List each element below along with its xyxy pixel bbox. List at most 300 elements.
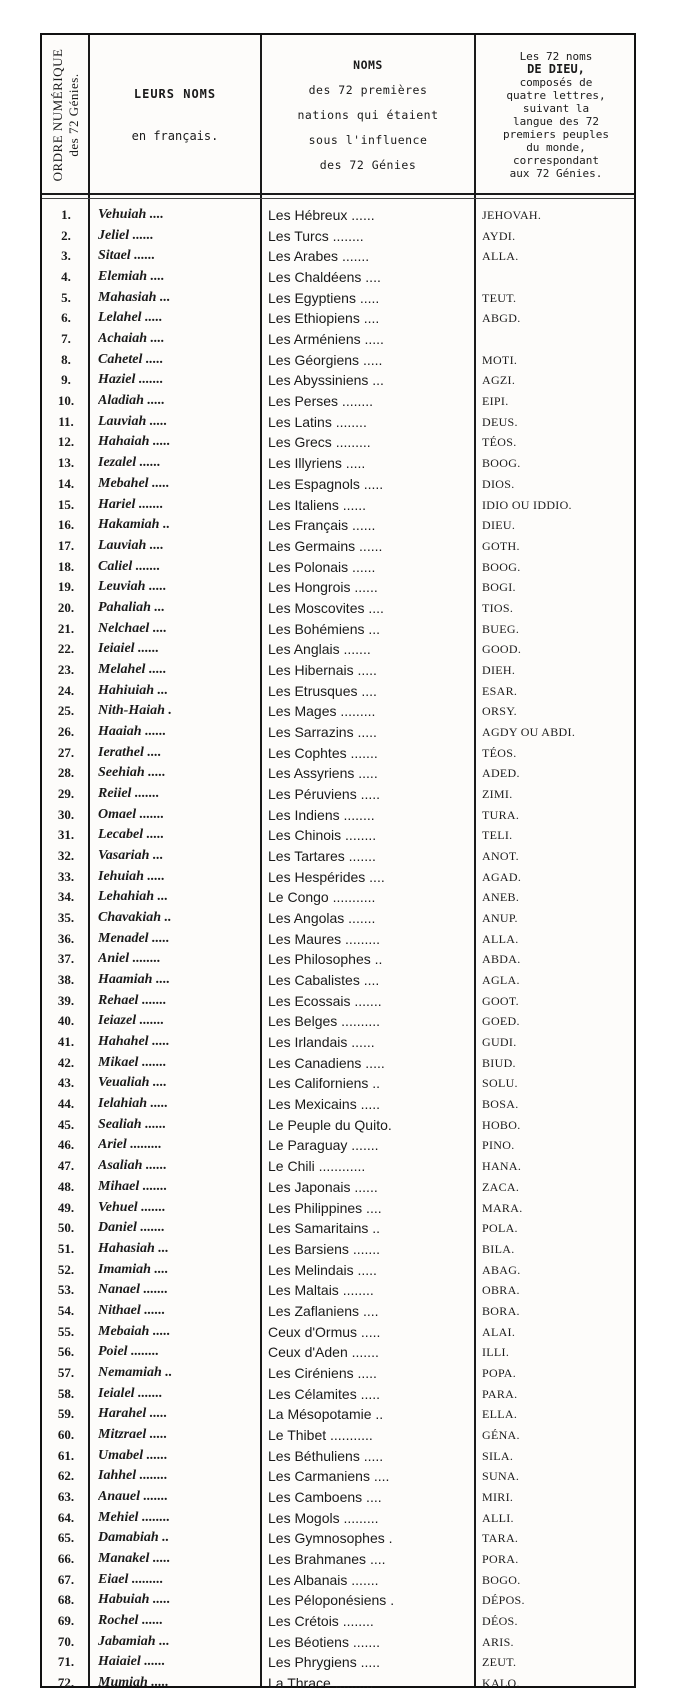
- row-number: 26.: [57, 723, 75, 739]
- god-name: BIUD.: [482, 1055, 516, 1070]
- genie-name: Ieiaiel ......: [98, 641, 160, 657]
- row-number: 12.: [57, 434, 75, 450]
- table-row: [42, 577, 634, 597]
- row-number: 40.: [57, 1013, 75, 1029]
- genie-name: Hahasiah ...: [98, 1240, 169, 1256]
- row-number: 8.: [61, 351, 71, 367]
- header-god-line1: Les 72 noms: [519, 50, 593, 63]
- nation-name: Les Gymnosophes .: [268, 1530, 393, 1547]
- row-number: 62.: [57, 1468, 75, 1484]
- genie-name: Rehael .......: [98, 992, 167, 1008]
- nation-name: La Thrace ..........: [268, 1675, 374, 1691]
- nation-name: Les Ethiopiens ....: [268, 310, 380, 327]
- table-row: [42, 226, 634, 246]
- row-number: 16.: [57, 517, 75, 533]
- god-name: ESAR.: [482, 683, 518, 698]
- row-number: 56.: [57, 1344, 75, 1360]
- nation-name: Le Thibet ...........: [268, 1426, 373, 1443]
- nation-name: Les Turcs ........: [268, 227, 364, 244]
- row-number: 15.: [57, 496, 75, 512]
- table-row: [42, 308, 634, 328]
- nation-name: Les Hibernais .....: [268, 661, 377, 678]
- genie-name: Mebaiah .....: [98, 1323, 171, 1339]
- header-god-line8: du monde,: [526, 141, 586, 154]
- genie-name: Mehiel ........: [98, 1509, 170, 1525]
- nation-name: Le Congo ...........: [268, 889, 376, 906]
- genie-name: Chavakiah ..: [98, 910, 172, 925]
- nation-name: Les Irlandais ......: [268, 1034, 375, 1050]
- table-row: [42, 991, 634, 1011]
- god-name: TIOS.: [482, 600, 514, 615]
- row-number: 4.: [61, 269, 71, 284]
- nation-name: Les Sarrazins .....: [268, 723, 377, 740]
- nation-name: Les Chinois ........: [268, 827, 377, 844]
- table-row: [42, 350, 634, 370]
- row-number: 10.: [57, 393, 75, 409]
- god-name: DÉPOS.: [482, 1593, 525, 1608]
- table-row: [42, 453, 634, 473]
- nation-name: Les Canadiens .....: [268, 1054, 385, 1071]
- god-name: KALO.: [482, 1676, 520, 1690]
- table-row: [42, 1632, 634, 1652]
- genie-name: Nanael .......: [98, 1282, 168, 1298]
- nation-name: Les Albanais .......: [268, 1571, 379, 1588]
- nation-name: Les Indiens ........: [268, 806, 375, 823]
- table-row: [42, 681, 634, 701]
- row-number: 69.: [57, 1613, 75, 1628]
- row-number: 50.: [57, 1220, 75, 1236]
- god-name: PORA.: [482, 1551, 519, 1566]
- god-name: OBRA.: [482, 1283, 520, 1298]
- nation-name: Les Abyssiniens ...: [268, 372, 384, 389]
- genie-name: Daniel .......: [98, 1220, 165, 1236]
- row-number: 23.: [57, 661, 75, 677]
- nation-name: Les Mexicains .....: [268, 1096, 381, 1113]
- god-name: DIEU.: [482, 518, 516, 533]
- row-number: 18.: [57, 558, 75, 574]
- god-name: AGLA.: [482, 973, 520, 987]
- header-god-line9: correspondant: [512, 154, 600, 167]
- nation-name: Les Péloponésiens .: [268, 1592, 395, 1609]
- row-number: 60.: [57, 1426, 75, 1442]
- row-number: 31.: [57, 827, 75, 843]
- genie-name: Lehahiah ...: [98, 889, 169, 905]
- nation-name: Les Perses ........: [268, 393, 374, 410]
- nation-name: Les Cophtes .......: [268, 744, 378, 761]
- genie-name: Hariel .......: [98, 496, 164, 512]
- genie-name: Manakel .....: [98, 1550, 171, 1566]
- nation-name: Le Chili ............: [268, 1158, 366, 1175]
- nation-name: Le Paraguay .......: [268, 1137, 379, 1154]
- table-row: [42, 949, 634, 969]
- row-number: 7.: [61, 331, 71, 347]
- nation-name: Les Zaflaniens ....: [268, 1302, 379, 1319]
- table-row: [42, 329, 634, 349]
- table-row: [42, 1156, 634, 1176]
- row-number: 70.: [57, 1633, 75, 1649]
- genie-name: Eiael .........: [98, 1571, 164, 1587]
- god-name: ADED.: [482, 766, 520, 781]
- nation-name: Les Barsiens .......: [268, 1240, 381, 1257]
- row-number: 24.: [57, 682, 75, 698]
- genie-name: Mikael .......: [98, 1054, 167, 1070]
- nation-name: Les Bohémiens ...: [268, 620, 381, 637]
- genie-name: Mahasiah ...: [98, 289, 171, 305]
- god-name: BOGI.: [482, 580, 516, 595]
- header-order-line2: des 72 Génies.: [66, 73, 81, 157]
- god-name: ABGD.: [482, 311, 521, 326]
- row-number: 22.: [57, 641, 75, 657]
- row-number: 3.: [61, 248, 71, 264]
- table-row: [42, 887, 634, 907]
- row-number: 47.: [57, 1158, 75, 1174]
- genie-name: Melahel .....: [98, 661, 167, 677]
- table-row: [42, 288, 634, 308]
- row-number: 32.: [57, 848, 75, 863]
- header-nations-line3: nations qui étaient: [297, 107, 439, 122]
- row-number: 21.: [57, 620, 75, 636]
- table-row: [42, 432, 634, 452]
- row-number: 9.: [61, 372, 71, 388]
- genie-name: Lauviah ....: [98, 537, 164, 553]
- table-row: [42, 495, 634, 515]
- nation-name: Les Maltais ........: [268, 1282, 374, 1299]
- genie-name: Lauviah .....: [98, 413, 168, 429]
- row-number: 44.: [57, 1096, 75, 1112]
- god-name: TÉOS.: [482, 745, 517, 760]
- god-name: HOBO.: [482, 1117, 521, 1132]
- nation-name: Les Etrusques ....: [268, 682, 377, 699]
- row-number: 25.: [57, 703, 75, 719]
- nation-name: Les Grecs .........: [268, 434, 371, 451]
- god-name: ALAI.: [482, 1324, 516, 1339]
- nation-name: Les Mogols .........: [268, 1509, 379, 1526]
- god-name: GOTH.: [482, 538, 520, 553]
- god-name: BOOG.: [482, 559, 521, 574]
- god-name: AGDY OU ABDI.: [482, 724, 576, 739]
- god-name: TEUT.: [482, 290, 517, 305]
- god-name: HANA.: [482, 1159, 522, 1174]
- row-number: 36.: [57, 930, 75, 946]
- row-number: 55.: [57, 1323, 75, 1339]
- row-number: 39.: [57, 992, 75, 1008]
- genie-name: Mebahel .....: [98, 475, 170, 491]
- row-number: 42.: [57, 1054, 75, 1070]
- nation-name: Les Maures .........: [268, 930, 381, 947]
- row-number: 35.: [57, 910, 75, 925]
- table-row: [42, 1115, 634, 1135]
- table-row: [42, 763, 634, 783]
- nation-name: Les Espagnols .....: [268, 475, 384, 492]
- header-order-number: [44, 37, 88, 193]
- row-number: 64.: [57, 1509, 75, 1525]
- god-name: BILA.: [482, 1241, 515, 1256]
- table-row: [42, 1322, 634, 1342]
- nation-name: Les Chaldéens ....: [268, 269, 381, 285]
- god-name: PARA.: [482, 1386, 518, 1401]
- row-number: 27.: [57, 744, 75, 760]
- god-name: BOSA.: [482, 1097, 519, 1112]
- genie-name: Haamiah ....: [98, 972, 170, 987]
- table-row: [42, 267, 634, 287]
- genie-name: Vasariah ...: [98, 848, 164, 863]
- genie-name: Imamiah ....: [98, 1261, 169, 1277]
- genie-name: Aladiah .....: [98, 393, 165, 409]
- genie-name: Haziel .......: [98, 372, 164, 388]
- genie-name: Mumiah .....: [98, 1675, 169, 1690]
- genie-name: Elemiah ....: [98, 269, 165, 284]
- table-row: [42, 1032, 634, 1052]
- row-number: 30.: [57, 806, 75, 822]
- god-name: DÉOS.: [482, 1614, 518, 1628]
- god-name: DIEH.: [482, 662, 516, 677]
- genie-name: Habuiah .....: [98, 1592, 171, 1608]
- table-row: [42, 1363, 634, 1383]
- table-row: [42, 205, 634, 225]
- row-number: 54.: [57, 1302, 75, 1318]
- table-row: [42, 1528, 634, 1548]
- row-number: 41.: [57, 1034, 75, 1049]
- nation-name: Les Philosophes ..: [268, 951, 383, 968]
- genie-name: Veualiah ....: [98, 1075, 167, 1091]
- table-row: [42, 619, 634, 639]
- god-name: ZEUT.: [482, 1655, 517, 1670]
- god-name: TURA.: [482, 807, 520, 822]
- genie-name: Asaliah ......: [98, 1158, 167, 1174]
- header-god-line7: premiers peuples: [503, 128, 609, 141]
- table-row: [42, 1466, 634, 1486]
- genie-name: Jeliel ......: [98, 227, 154, 243]
- table-row: [42, 825, 634, 845]
- genie-name: Caliel .......: [98, 558, 161, 574]
- genie-name: Ieiazel .......: [98, 1013, 165, 1029]
- row-number: 11.: [58, 413, 74, 429]
- row-number: 59.: [57, 1406, 75, 1422]
- nation-name: Les Phrygiens .....: [268, 1654, 381, 1671]
- table-row: [42, 908, 634, 928]
- table-row: [42, 1073, 634, 1093]
- god-name: SOLU.: [482, 1076, 518, 1091]
- god-name: BOGO.: [482, 1572, 521, 1587]
- god-name: ABAG.: [482, 1262, 521, 1277]
- nation-name: Les Melindais .....: [268, 1261, 377, 1278]
- nation-name: Les Egyptiens .....: [268, 289, 380, 306]
- row-number: 48.: [57, 1178, 75, 1194]
- row-number: 33.: [57, 868, 75, 884]
- genie-name: Pahaliah ...: [98, 599, 165, 615]
- row-number: 53.: [57, 1282, 75, 1298]
- nation-name: Les Italiens ......: [268, 496, 367, 513]
- god-name: MARA.: [482, 1200, 523, 1215]
- table-row: [42, 1094, 634, 1114]
- nation-name: Les Camboens ....: [268, 1488, 382, 1505]
- row-number: 14.: [57, 475, 75, 491]
- row-number: 29.: [57, 785, 75, 801]
- nation-name: Les Célamites .....: [268, 1385, 381, 1402]
- table-row: [42, 1590, 634, 1610]
- god-name: PINO.: [482, 1138, 515, 1153]
- god-name: SUNA.: [482, 1469, 520, 1484]
- god-name: AGZI.: [482, 373, 516, 388]
- nation-name: Les Angolas .......: [268, 910, 376, 926]
- god-name: ARIS.: [482, 1634, 514, 1649]
- row-number: 6.: [61, 310, 71, 326]
- god-name: ILLI.: [482, 1345, 510, 1360]
- row-number: 52.: [57, 1261, 75, 1277]
- table-row: [42, 1570, 634, 1590]
- table-row: [42, 246, 634, 266]
- genie-name: Ieialel .......: [98, 1385, 163, 1401]
- header-god-line5: suivant la: [522, 102, 590, 115]
- god-name: GOOT.: [482, 993, 519, 1008]
- header-order-line1: ORDRE NUMÉRIQUE: [50, 48, 65, 182]
- god-name: POPA.: [482, 1365, 517, 1380]
- nation-name: Les Californiens ..: [268, 1075, 381, 1092]
- nation-name: La Mésopotamie ..: [268, 1406, 384, 1423]
- genie-name: Seehiah .....: [98, 765, 166, 781]
- row-number: 51.: [57, 1240, 75, 1256]
- genie-name: Lelahel .....: [98, 310, 163, 326]
- nation-name: Les Anglais .......: [268, 641, 371, 658]
- row-number: 66.: [57, 1550, 75, 1566]
- god-name: ANEB.: [482, 890, 520, 905]
- table-row: [42, 1446, 634, 1466]
- genie-name: Harahel .....: [98, 1406, 168, 1422]
- row-number: 38.: [57, 972, 75, 987]
- nation-name: Les Béthuliens .....: [268, 1447, 384, 1464]
- table-row: [42, 1198, 634, 1218]
- genie-name: Poiel ........: [98, 1344, 160, 1360]
- row-number: 61.: [57, 1447, 75, 1463]
- table-row: [42, 1508, 634, 1528]
- row-number: 28.: [57, 765, 75, 781]
- table-row: [42, 1673, 634, 1693]
- row-number: 19.: [57, 579, 75, 595]
- god-name: GÉNA.: [482, 1427, 520, 1442]
- nation-name: Les Ecossais .......: [268, 992, 382, 1009]
- genie-name: Ariel .........: [98, 1137, 162, 1153]
- row-number: 1.: [61, 207, 71, 222]
- table-row: [42, 1177, 634, 1197]
- header-god-line10: aux 72 Génies.: [509, 167, 603, 180]
- genie-name: Nithael ......: [98, 1302, 166, 1318]
- table-row: [42, 1135, 634, 1155]
- header-nations-line4: sous l'influence: [308, 132, 428, 147]
- nation-name: Les Cabalistes ....: [268, 972, 380, 988]
- nation-name: Ceux d'Aden .......: [268, 1344, 379, 1361]
- header-god-line4: quatre lettres,: [506, 89, 606, 102]
- genies-table: [40, 33, 636, 1691]
- table-row: [42, 929, 634, 949]
- nation-name: Ceux d'Ormus .....: [268, 1323, 381, 1340]
- genie-name: Iezalel ......: [98, 455, 161, 471]
- table-row: [42, 701, 634, 721]
- god-name: ALLA.: [482, 931, 519, 946]
- nation-name: Les Mages .........: [268, 703, 376, 720]
- god-name: BORA.: [482, 1303, 520, 1318]
- god-name: ORSY.: [482, 704, 517, 719]
- row-number: 17.: [57, 537, 75, 553]
- table-row: [42, 1611, 634, 1631]
- god-name: GUDI.: [482, 1035, 517, 1049]
- table-row: [42, 1301, 634, 1321]
- genie-name: Damabiah ..: [98, 1530, 170, 1546]
- nation-name: Les Latins ........: [268, 413, 367, 430]
- nation-name: Les Japonais ......: [268, 1178, 378, 1195]
- genie-name: Cahetel .....: [98, 351, 164, 367]
- genie-name: Omael .......: [98, 806, 165, 822]
- genie-name: Haaiah ......: [98, 723, 167, 739]
- god-name: GOOD.: [482, 642, 522, 657]
- table-row: [42, 1011, 634, 1031]
- genie-name: Leuviah .....: [98, 579, 167, 595]
- header-nations-line2: des 72 premières: [308, 82, 428, 97]
- genie-name: Rochel ......: [98, 1613, 163, 1628]
- table-row: [42, 515, 634, 535]
- table-row: [42, 1404, 634, 1424]
- nation-name: Les Samaritains ..: [268, 1220, 381, 1237]
- table-row: [42, 391, 634, 411]
- nation-name: Les Moscovites ....: [268, 599, 384, 616]
- header-divider: [42, 193, 634, 195]
- table-row: [42, 474, 634, 494]
- row-number: 5.: [61, 289, 71, 305]
- table-row: [42, 743, 634, 763]
- table-row: [42, 867, 634, 887]
- header-god-names: [476, 37, 636, 193]
- row-number: 67.: [57, 1571, 75, 1587]
- row-number: 20.: [57, 599, 75, 615]
- god-name: ALLI.: [482, 1510, 514, 1525]
- genie-name: Umabel ......: [98, 1447, 168, 1463]
- god-name: ANOT.: [482, 849, 519, 863]
- god-name: ELLA.: [482, 1407, 518, 1422]
- row-number: 63.: [57, 1488, 75, 1504]
- genie-name: Hahiuiah ...: [98, 682, 169, 698]
- nation-name: Les Arméniens .....: [268, 331, 384, 348]
- nation-name: Les Assyriens .....: [268, 765, 378, 782]
- table-row: [42, 557, 634, 577]
- table-row: [42, 784, 634, 804]
- god-name: AYDI.: [482, 228, 516, 243]
- table-row: [42, 722, 634, 742]
- row-number: 13.: [57, 455, 75, 471]
- table-row: [42, 1342, 634, 1362]
- table-row: [42, 1425, 634, 1445]
- row-number: 49.: [57, 1199, 75, 1215]
- nation-name: Les Belges ..........: [268, 1013, 381, 1030]
- god-name: DEUS.: [482, 414, 518, 429]
- nation-name: Les Péruviens .....: [268, 785, 381, 802]
- genie-name: Vehuel .......: [98, 1199, 166, 1215]
- row-number: 72.: [57, 1675, 75, 1690]
- genie-name: Mihael .......: [98, 1178, 168, 1194]
- nation-name: Les Français ......: [268, 517, 376, 534]
- genie-name: Menadel .....: [98, 930, 170, 946]
- row-number: 37.: [57, 951, 75, 967]
- nation-name: Les Ciréniens .....: [268, 1364, 377, 1381]
- god-name: TÉOS.: [482, 435, 517, 450]
- genie-name: Nemamiah ..: [98, 1364, 173, 1380]
- god-name: ZACA.: [482, 1179, 520, 1194]
- nation-name: Les Carmaniens ....: [268, 1468, 390, 1485]
- nation-name: Les Philippines ....: [268, 1199, 382, 1216]
- god-name: BOOG.: [482, 456, 521, 471]
- table-row: [42, 536, 634, 556]
- god-name: ABDA.: [482, 952, 521, 967]
- nation-name: Les Tartares .......: [268, 848, 376, 864]
- god-name: EIPI.: [482, 394, 509, 409]
